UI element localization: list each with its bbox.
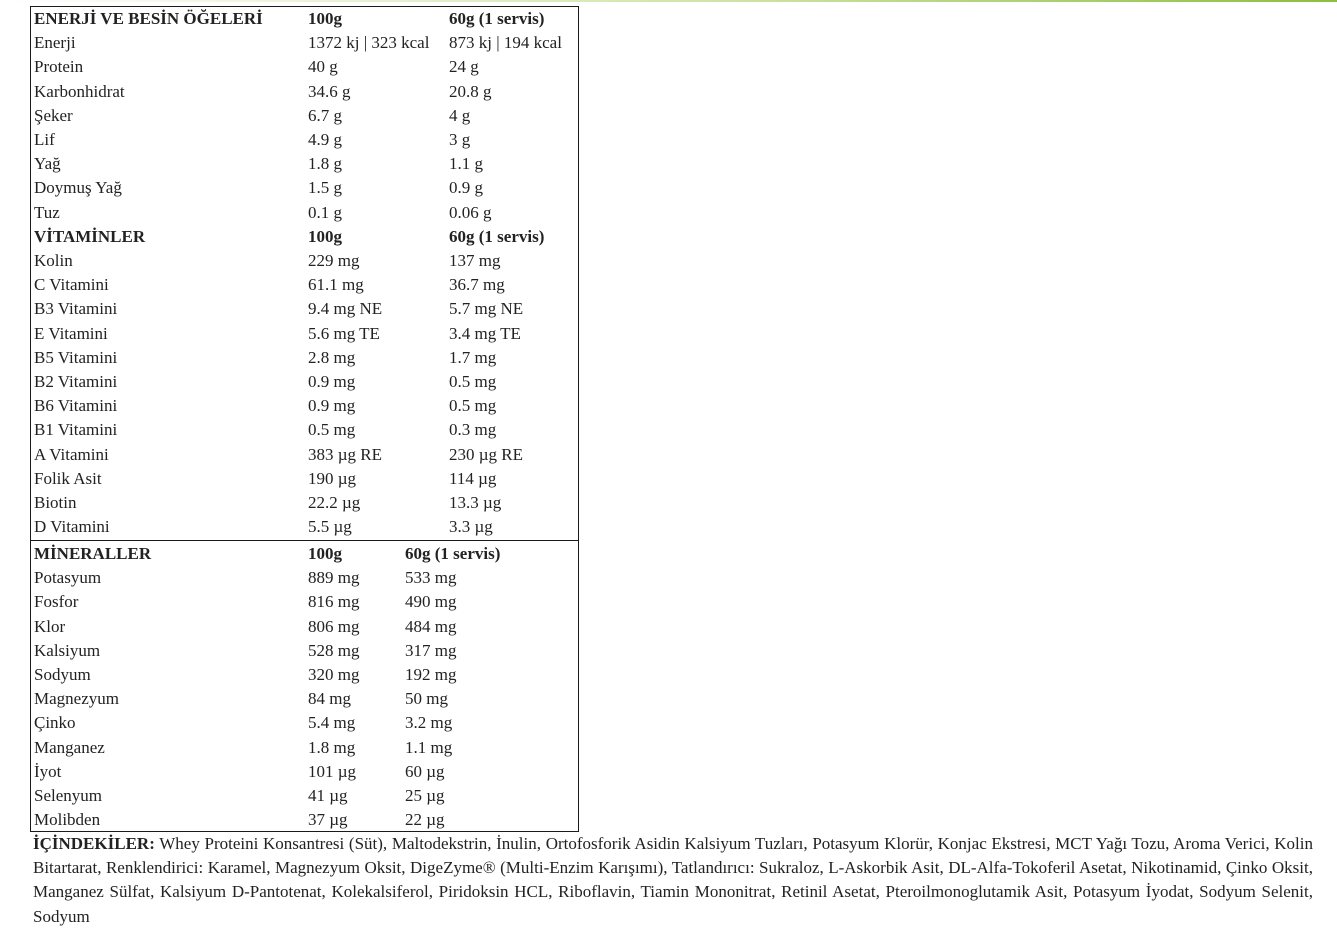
nutrient-name: B6 Vitamini [34, 396, 118, 416]
per-serving-value: 3 g [449, 130, 471, 149]
nutrient-name: Folik Asit [34, 468, 102, 488]
per-100g-value: 41 µg [308, 786, 348, 805]
per-serving-value: 60 µg [405, 761, 445, 781]
per-100g-value: 9.4 mg NE [308, 299, 383, 319]
nutrient-name: B5 Vitamini [34, 347, 118, 367]
per-100g-value: 61.1 mg [308, 275, 364, 295]
table-row [31, 711, 578, 735]
per-serving-value: 490 mg [405, 592, 457, 612]
nutrient-name: Şeker [34, 105, 73, 125]
table-row [31, 639, 578, 663]
table-row [31, 55, 578, 79]
per-serving-value: 0.06 g [449, 202, 492, 222]
energy-vitamins-table [30, 6, 579, 541]
per-100g-value: 1.8 g [308, 154, 342, 174]
table-row [31, 784, 578, 808]
per-100g-value: 0.1 g [308, 202, 342, 222]
per-100g-value: 528 mg [308, 640, 360, 660]
per-100g-value: 22.2 µg [308, 493, 361, 512]
per-serving-value: 0.5 mg [449, 372, 497, 391]
per-serving-value: 36.7 mg [449, 275, 505, 295]
per-100g-value: 0.5 mg [308, 420, 356, 440]
table-row [31, 760, 578, 784]
nutrient-name: D Vitamini [34, 517, 110, 537]
per-100g-value: 1372 kj | 323 kcal [308, 33, 430, 53]
nutrient-name: Lif [34, 130, 55, 149]
table-row [31, 322, 578, 346]
per-100g-value: 101 µg [308, 761, 357, 781]
per-100g-value: 806 mg [308, 616, 360, 636]
nutrient-name: Enerji [34, 33, 76, 53]
per-serving-value: 137 mg [449, 251, 501, 270]
per-100g-value: 0.9 mg [308, 396, 356, 416]
per-serving-value: 22 µg [405, 810, 445, 830]
column-header: 100g [308, 9, 342, 28]
per-serving-value: 317 mg [405, 640, 457, 660]
table-row [31, 297, 578, 321]
section-header-minerals [31, 542, 578, 566]
nutrient-name: Çinko [34, 713, 76, 733]
table-row [31, 346, 578, 370]
table-row [31, 491, 578, 515]
per-100g-value: 84 mg [308, 689, 351, 709]
nutrient-name: B2 Vitamini [34, 372, 118, 391]
per-100g-value: 37 µg [308, 810, 348, 830]
table-row [31, 31, 578, 55]
table-row [31, 370, 578, 394]
per-100g-value: 889 mg [308, 568, 360, 588]
per-100g-value: 6.7 g [308, 105, 342, 125]
per-serving-value: 13.3 µg [449, 493, 502, 512]
table-row [31, 443, 578, 467]
per-serving-value: 533 mg [405, 568, 457, 588]
per-100g-value: 34.6 g [308, 81, 351, 101]
nutrient-name: Tuz [34, 202, 60, 222]
top-accent-rule [0, 0, 1337, 2]
per-serving-value: 1.1 g [449, 154, 483, 174]
nutrient-name: Biotin [34, 493, 77, 512]
per-serving-value: 3.2 mg [405, 713, 453, 733]
nutrient-name: B3 Vitamini [34, 299, 118, 319]
table-row [31, 152, 578, 176]
table-row [31, 467, 578, 491]
minerals-table [30, 540, 579, 832]
table-row [31, 590, 578, 614]
per-serving-value: 20.8 g [449, 81, 492, 101]
per-serving-value: 114 µg [449, 468, 497, 488]
nutrient-name: C Vitamini [34, 275, 109, 295]
ingredients-text: Whey Proteini Konsantresi (Süt), Maltodekstrin, İnulin, Ortofosforik Asidin Kalsiyum Tuzları, Potasyum Klorür, Konjac Ekstresi, MCT Yağı Tozu, Aroma Verici, Kolin Bitartarat, Renklendirici: Karamel, Magnezyum Oksit, DigeZyme® (Multi-Enzim Karışımı), Tatlandırıcı: Sukraloz, L-Askorbik Asit, DL-Alfa-Tokoferil Asetat, Nikotinamid, Çinko Oksit, Manganez Sülfat, Kalsiyum D-Pantotenat, Kolekalsiferol, Piridoksin HCL, Riboflavin, Tiamin Mononitrat, Retinil Asetat, Pteroilmonoglutamik Asit, Potasyum İyodat, Sodyum Selenit, Sodyum [33, 834, 1313, 926]
per-100g-value: 2.8 mg [308, 347, 356, 367]
column-header: ENERJİ VE BESİN ÖĞELERİ [34, 9, 263, 28]
per-serving-value: 1.7 mg [449, 347, 497, 367]
nutrient-name: Selenyum [34, 786, 102, 805]
nutrient-name: Molibden [34, 810, 101, 830]
table-row [31, 515, 578, 539]
per-serving-value: 0.9 g [449, 178, 483, 198]
per-serving-value: 1.1 mg [405, 737, 453, 757]
nutrient-name: Yağ [34, 154, 61, 174]
per-serving-value: 0.5 mg [449, 396, 497, 416]
column-header: 60g (1 servis) [449, 9, 545, 28]
per-100g-value: 5.4 mg [308, 713, 356, 733]
nutrient-name: Kalsiyum [34, 640, 101, 660]
per-100g-value: 816 mg [308, 592, 360, 612]
per-serving-value: 192 mg [405, 665, 457, 684]
nutrient-name: Magnezyum [34, 689, 119, 709]
nutrient-name: B1 Vitamini [34, 420, 118, 440]
table-row [31, 687, 578, 711]
table-row [31, 615, 578, 639]
ingredients-label: İÇİNDEKİLER: [33, 834, 155, 853]
per-100g-value: 5.5 µg [308, 517, 352, 537]
per-100g-value: 1.5 g [308, 178, 342, 198]
table-row [31, 249, 578, 273]
per-serving-value: 0.3 mg [449, 420, 497, 440]
table-row [31, 80, 578, 104]
per-100g-value: 383 µg RE [308, 444, 383, 464]
per-100g-value: 320 mg [308, 665, 360, 684]
per-serving-value: 50 mg [405, 689, 448, 709]
table-row [31, 128, 578, 152]
nutrient-name: Klor [34, 616, 66, 636]
nutrient-name: A Vitamini [34, 444, 109, 464]
nutrient-name: Kolin [34, 251, 73, 270]
table-row [31, 663, 578, 687]
column-header: MİNERALLER [34, 544, 152, 563]
per-100g-value: 1.8 mg [308, 737, 356, 757]
per-100g-value: 229 mg [308, 251, 360, 270]
per-100g-value: 4.9 g [308, 130, 342, 149]
ingredients-paragraph [33, 832, 1313, 929]
nutrient-name: Sodyum [34, 665, 91, 684]
per-100g-value: 5.6 mg TE [308, 323, 380, 343]
table-row [31, 273, 578, 297]
table-row [31, 808, 578, 832]
nutrient-name: Fosfor [34, 592, 79, 612]
column-header: VİTAMİNLER [34, 226, 146, 246]
column-header: 100g [308, 226, 342, 246]
per-serving-value: 5.7 mg NE [449, 299, 524, 319]
section-header-vitamins [31, 225, 578, 249]
table-row [31, 104, 578, 128]
column-header: 60g (1 servis) [449, 226, 545, 246]
column-header: 100g [308, 544, 342, 563]
nutrient-name: Protein [34, 57, 84, 77]
per-serving-value: 3.4 mg TE [449, 323, 521, 343]
table-row [31, 176, 578, 200]
nutrient-name: Doymuş Yağ [34, 178, 122, 198]
table-row [31, 394, 578, 418]
nutrient-name: Potasyum [34, 568, 102, 588]
per-serving-value: 484 mg [405, 616, 457, 636]
nutrient-name: Manganez [34, 737, 105, 757]
per-100g-value: 40 g [308, 57, 338, 77]
nutrient-name: E Vitamini [34, 323, 108, 343]
column-header: 60g (1 servis) [405, 544, 501, 563]
per-serving-value: 230 µg RE [449, 444, 524, 464]
per-serving-value: 4 g [449, 105, 471, 125]
table-row [31, 736, 578, 760]
per-serving-value: 24 g [449, 57, 479, 77]
per-serving-value: 873 kj | 194 kcal [449, 33, 562, 53]
nutrient-name: Karbonhidrat [34, 81, 125, 101]
nutrient-name: İyot [34, 761, 62, 781]
table-row [31, 418, 578, 442]
per-serving-value: 3.3 µg [449, 517, 493, 537]
section-header-energy [31, 7, 578, 31]
table-row [31, 201, 578, 225]
per-100g-value: 190 µg [308, 468, 357, 488]
table-row [31, 566, 578, 590]
per-100g-value: 0.9 mg [308, 372, 356, 391]
per-serving-value: 25 µg [405, 786, 445, 805]
